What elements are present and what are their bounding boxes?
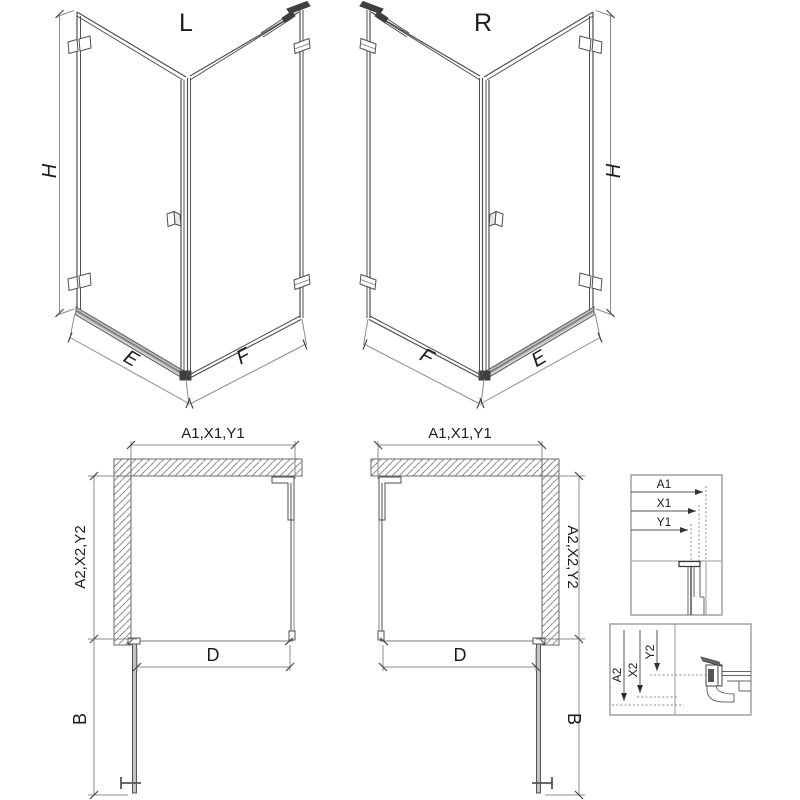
wall-side-right-plan — [542, 459, 559, 645]
iso-view-right — [360, 2, 625, 409]
detail-depth-section — [610, 624, 751, 715]
detail-label-y2: Y2 — [643, 644, 657, 660]
variant-label-left: L — [179, 9, 193, 37]
detail-label-a1: A1 — [656, 477, 672, 491]
dim-label-door-right: D — [453, 645, 467, 665]
wall-top-left-plan — [114, 459, 302, 476]
dim-label-depth-right: A2,X2,Y2 — [564, 525, 581, 589]
iso-view-left — [39, 2, 310, 409]
dim-label-swing-left: B — [70, 712, 90, 726]
enclosure-line-art-left — [56, 2, 311, 409]
dim-label-panel-width-right: F — [416, 344, 438, 370]
detail-label-x1: X1 — [656, 496, 672, 510]
enclosure-line-art-right — [360, 2, 615, 409]
dim-label-width-right: A1,X1,Y1 — [428, 425, 492, 442]
wall-profile-section — [679, 561, 706, 615]
dim-label-swing-right: B — [564, 712, 584, 726]
wall-side-left-plan — [114, 459, 131, 645]
wall-top-right-plan — [371, 459, 559, 476]
dim-label-panel-width-left: F — [232, 344, 254, 370]
dim-label-door-width-left: E — [119, 345, 143, 372]
detail-label-a2: A2 — [610, 667, 624, 683]
variant-label-right: R — [473, 9, 493, 37]
hinge-profile-section — [701, 657, 751, 702]
plan-view-right — [371, 425, 585, 799]
dim-label-depth-left: A2,X2,Y2 — [72, 525, 89, 589]
dim-label-width-left: A1,X1,Y1 — [181, 425, 245, 442]
plan-view-left — [70, 425, 302, 799]
detail-label-x2: X2 — [626, 662, 640, 678]
detail-width-section — [631, 475, 722, 615]
dim-label-height-right: H — [603, 163, 625, 179]
dim-label-door-width-right: E — [527, 345, 551, 372]
dim-label-door-left: D — [206, 645, 220, 665]
detail-label-y1: Y1 — [656, 515, 672, 529]
dim-label-height-left: H — [39, 163, 61, 179]
